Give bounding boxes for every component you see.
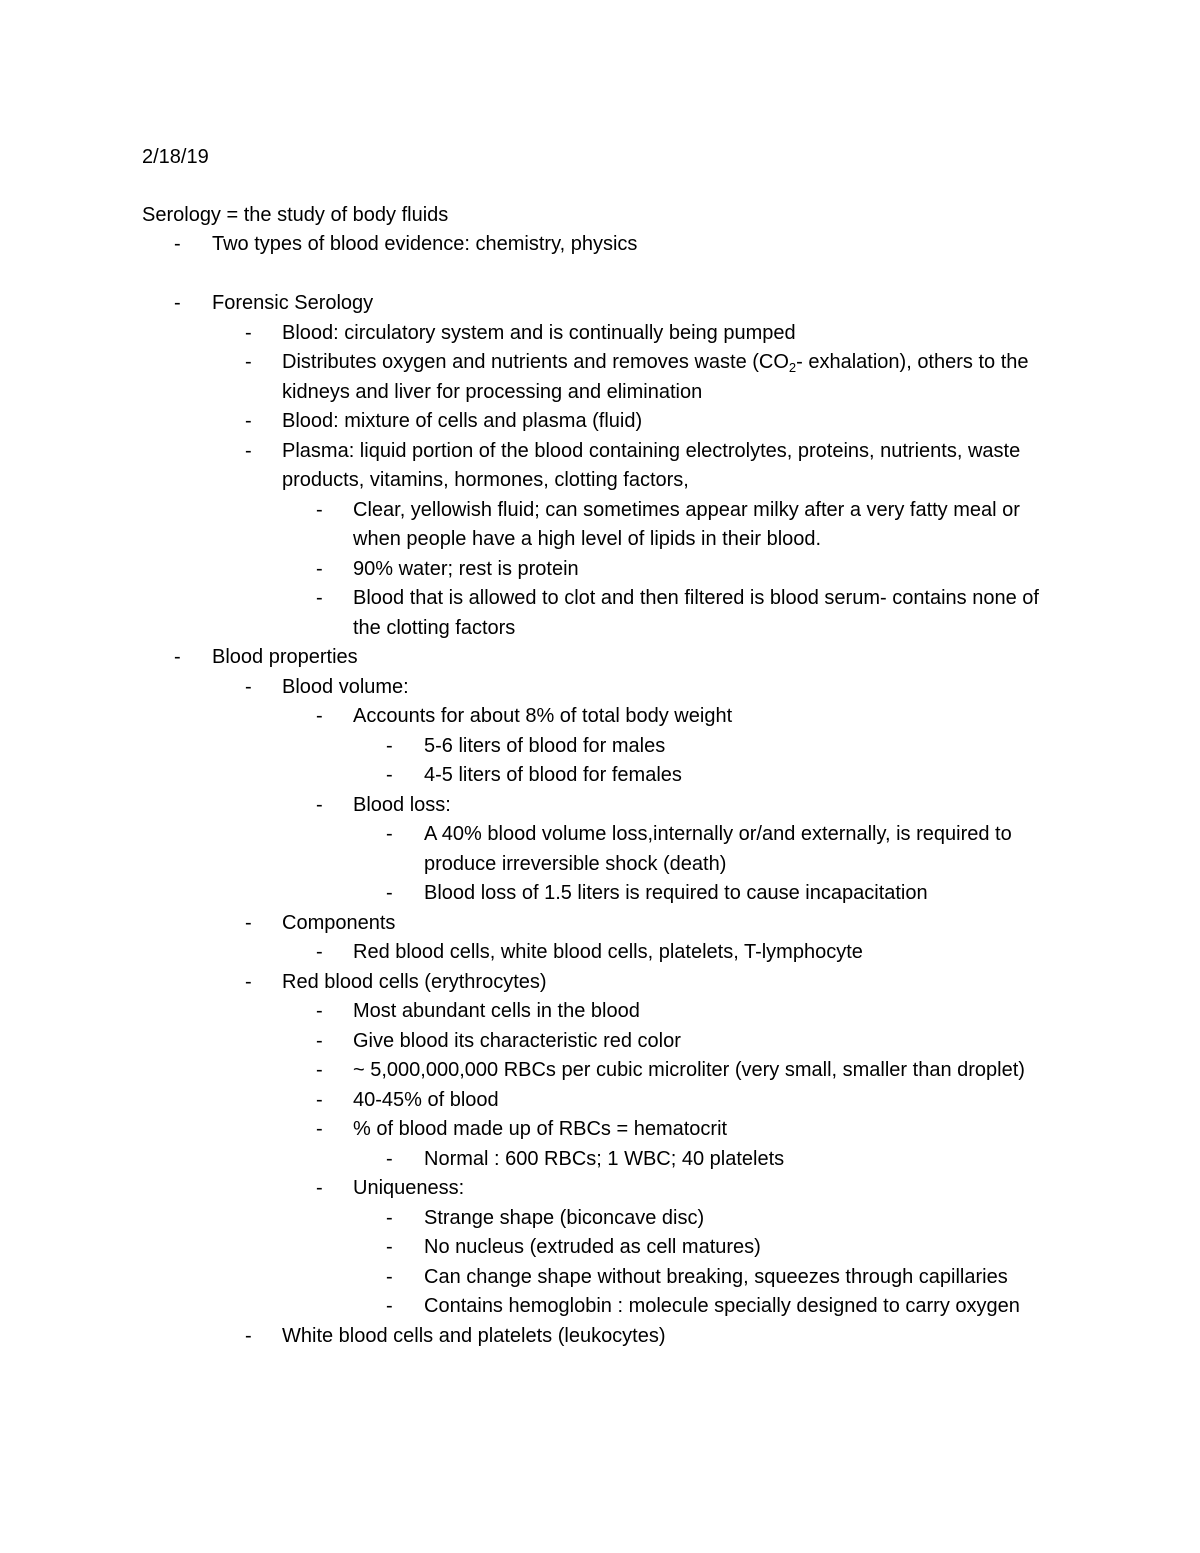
bullet-item-level-4 (0, 761, 1200, 791)
document-title: Serology = the study of body fluids (142, 204, 449, 226)
bullet-dash: - (386, 1236, 393, 1258)
bullet-text (353, 1056, 1072, 1086)
bullet-text (282, 673, 1072, 703)
bullet-text-main: Components (282, 911, 396, 934)
bullet-dash: - (386, 1265, 393, 1288)
bullet-text-after: - exhalation), others to the kidneys and liver for processing and elimination (282, 351, 1035, 403)
bullet-dash: - (316, 1177, 323, 1199)
bullet-text-main: Can change shape without breaking, squeezes through capillaries (424, 1265, 1008, 1288)
bullet-item-level-3 (0, 791, 1200, 821)
bullet-text-main: Blood properties (212, 646, 358, 668)
bullet-dash: - (174, 233, 181, 255)
bullet-item-level-4 (0, 1145, 1200, 1175)
bullet-outline (0, 230, 1200, 1351)
bullet-text (282, 407, 1072, 437)
bullet-dash: - (245, 675, 252, 698)
bullet-item-level-4 (0, 1263, 1200, 1293)
bullet-item-level-2 (0, 968, 1200, 998)
bullet-text (212, 643, 1072, 673)
bullet-text (424, 732, 1074, 762)
bullet-text (353, 938, 1072, 968)
bullet-text-main: Blood volume: (282, 675, 409, 698)
bullet-text-main: Plasma: liquid portion of the blood containing electrolytes, proteins, nutrients, waste products, vitamins, hormones, clotting factors, (282, 439, 1026, 491)
bullet-text (424, 1263, 1074, 1293)
bullet-item-level-4 (0, 820, 1200, 879)
bullet-text (353, 1086, 1072, 1116)
bullet-text-main: Forensic Serology (212, 292, 374, 314)
bullet-text (212, 230, 1072, 260)
bullet-text (282, 437, 1072, 496)
bullet-text-main: Strange shape (biconcave disc) (424, 1206, 705, 1229)
bullet-text-main: 90% water; rest is protein (353, 557, 579, 580)
bullet-dash: - (316, 793, 323, 816)
bullet-dash: - (316, 705, 323, 727)
bullet-text-main: Blood loss: (353, 793, 451, 816)
bullet-item-level-2 (0, 437, 1200, 496)
bullet-text (353, 997, 1072, 1027)
bullet-text-main: Two types of blood evidence: chemistry, physics (212, 233, 638, 255)
bullet-text (424, 1145, 1074, 1175)
bullet-dash: - (386, 1206, 393, 1229)
bullet-dash: - (316, 1088, 323, 1111)
bullet-item-level-3 (0, 1086, 1200, 1116)
blank-line (0, 260, 1200, 290)
bullet-text (282, 348, 1072, 407)
bullet-dash: - (174, 646, 181, 668)
bullet-item-level-3 (0, 702, 1200, 732)
bullet-text (353, 584, 1072, 643)
bullet-dash: - (316, 1000, 323, 1022)
bullet-item-level-2 (0, 319, 1200, 349)
bullet-item-level-3 (0, 1174, 1200, 1204)
bullet-text-main: Red blood cells, white blood cells, platelets, T-lymphocyte (353, 941, 863, 963)
bullet-item-level-3 (0, 1027, 1200, 1057)
bullet-dash: - (245, 439, 252, 462)
bullet-item-level-2 (0, 909, 1200, 939)
bullet-text-main: ~ 5,000,000,000 RBCs per cubic microliter (very small, smaller than droplet) (353, 1059, 1025, 1081)
bullet-item-level-2 (0, 348, 1200, 407)
bullet-text-main: Most abundant cells in the blood (353, 1000, 640, 1022)
bullet-text (424, 879, 1074, 909)
bullet-dash: - (245, 1324, 252, 1347)
bullet-text (424, 761, 1074, 791)
date-heading: 2/18/19 (142, 146, 209, 168)
bullet-item-level-3 (0, 496, 1200, 555)
bullet-dash: - (174, 292, 181, 314)
bullet-item-level-1 (0, 230, 1200, 260)
bullet-item-level-4 (0, 1233, 1200, 1263)
bullet-item-level-3 (0, 938, 1200, 968)
subscript: 2 (788, 360, 797, 375)
bullet-text-main: Contains hemoglobin : molecule specially designed to carry oxygen (424, 1295, 1020, 1317)
bullet-text-main: % of blood made up of RBCs = hematocrit (353, 1118, 728, 1140)
bullet-text (353, 1115, 1072, 1145)
bullet-text (282, 319, 1072, 349)
bullet-text (424, 1292, 1074, 1322)
bullet-text-main: Blood loss of 1.5 liters is required to cause incapacitation (424, 882, 928, 904)
bullet-dash: - (386, 882, 393, 904)
bullet-text (424, 1204, 1074, 1234)
bullet-text-main: Red blood cells (erythrocytes) (282, 970, 547, 993)
bullet-item-level-1 (0, 643, 1200, 673)
bullet-dash: - (245, 351, 252, 373)
bullet-dash: - (316, 1059, 323, 1081)
bullet-text-main: 5-6 liters of blood for males (424, 734, 666, 757)
bullet-item-level-2 (0, 407, 1200, 437)
bullet-text (353, 1174, 1072, 1204)
bullet-dash: - (245, 911, 252, 934)
bullet-text (424, 820, 1074, 879)
bullet-text (353, 555, 1072, 585)
bullet-text (282, 1322, 1072, 1352)
bullet-dash: - (316, 498, 323, 521)
bullet-text (282, 968, 1072, 998)
bullet-text-main: No nucleus (extruded as cell matures) (424, 1236, 761, 1258)
bullet-text (353, 496, 1072, 555)
bullet-item-level-3 (0, 555, 1200, 585)
bullet-text (353, 1027, 1072, 1057)
bullet-item-level-4 (0, 1204, 1200, 1234)
bullet-dash: - (245, 970, 252, 993)
bullet-text-main: Accounts for about 8% of total body weight (353, 705, 733, 727)
bullet-text-main: 40-45% of blood (353, 1088, 499, 1111)
bullet-text-main: 4-5 liters of blood for females (424, 764, 682, 786)
bullet-dash: - (386, 823, 393, 845)
bullet-text (282, 909, 1072, 939)
bullet-item-level-3 (0, 1115, 1200, 1145)
bullet-text-main: Blood that is allowed to clot and then filtered is blood serum- contains none of the clotting factors (353, 587, 1045, 639)
bullet-dash: - (386, 1147, 393, 1170)
bullet-item-level-2 (0, 673, 1200, 703)
bullet-item-level-3 (0, 1056, 1200, 1086)
bullet-dash: - (386, 734, 393, 757)
bullet-dash: - (245, 410, 252, 432)
bullet-item-level-2 (0, 1322, 1200, 1352)
bullet-item-level-4 (0, 1292, 1200, 1322)
bullet-text-main: White blood cells and platelets (leukocytes) (282, 1324, 666, 1347)
bullet-dash: - (386, 1295, 393, 1317)
bullet-text (353, 791, 1072, 821)
bullet-text-main: Distributes oxygen and nutrients and removes waste (CO (282, 351, 789, 373)
bullet-text-main: Give blood its characteristic red color (353, 1029, 681, 1052)
bullet-item-level-1 (0, 289, 1200, 319)
bullet-text-main: Normal : 600 RBCs; 1 WBC; 40 platelets (424, 1147, 785, 1170)
bullet-dash: - (316, 941, 323, 963)
bullet-text (212, 289, 1072, 319)
bullet-text-main: Blood: mixture of cells and plasma (fluid) (282, 410, 643, 432)
bullet-text-main: Blood: circulatory system and is continually being pumped (282, 321, 796, 344)
bullet-text (353, 702, 1072, 732)
bullet-dash: - (316, 1029, 323, 1052)
bullet-dash: - (316, 557, 323, 580)
bullet-text-main: A 40% blood volume loss,internally or/and externally, is required to produce irreversible shock (death) (424, 823, 1018, 875)
bullet-item-level-3 (0, 997, 1200, 1027)
bullet-dash: - (316, 1118, 323, 1140)
bullet-dash: - (386, 764, 393, 786)
bullet-item-level-3 (0, 584, 1200, 643)
bullet-item-level-4 (0, 732, 1200, 762)
bullet-text-main: Uniqueness: (353, 1177, 465, 1199)
bullet-text-main: Clear, yellowish fluid; can sometimes appear milky after a very fatty meal or when people have a high level of lipids in their blood. (353, 498, 1026, 550)
bullet-dash: - (245, 321, 252, 344)
bullet-text (424, 1233, 1074, 1263)
bullet-dash: - (316, 587, 323, 609)
bullet-item-level-4 (0, 879, 1200, 909)
